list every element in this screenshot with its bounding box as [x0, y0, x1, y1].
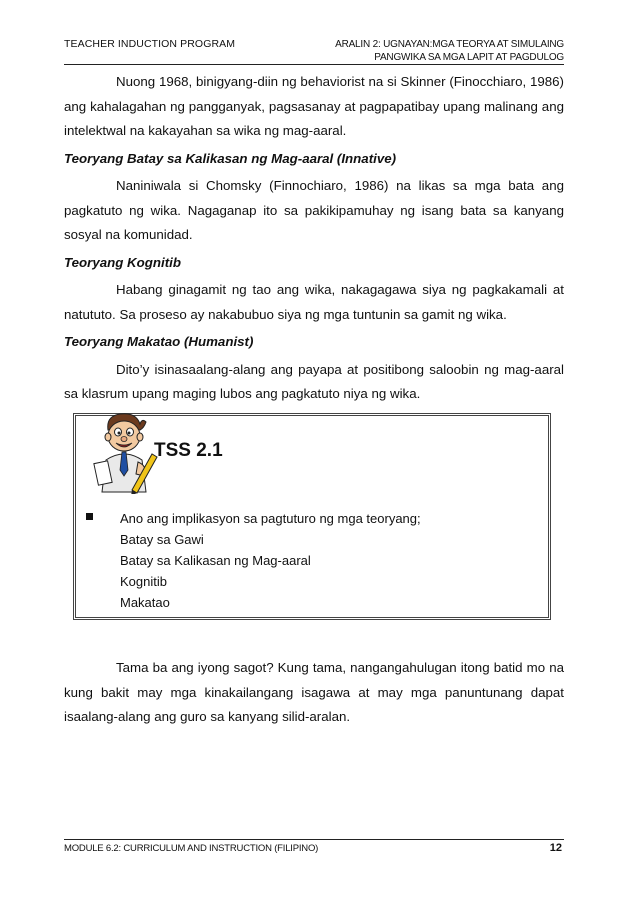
paragraph-kognitib: Habang ginagamit ng tao ang wika, nakagagawa siya ng pagkakamali at natututo. Sa proseso ay nakabubuo siya ng mga tuntunin sa gamit ng wika. [64, 282, 564, 322]
header-lesson-line2: PANGWIKA SA MGA LAPIT AT PAGDULOG [374, 52, 564, 63]
header-lesson-line1: ARALIN 2: UGNAYAN:MGA TEORYA AT SIMULAING [335, 39, 564, 50]
footer-rule [64, 839, 564, 840]
teacher-with-pencil-icon [92, 410, 158, 494]
heading-innative: Teoryang Batay sa Kalikasan ng Mag-aaral (Innative) [64, 150, 397, 166]
heading-makatao: Teoryang Makatao (Humanist) [64, 334, 254, 349]
body-content [64, 70, 564, 407]
tss-title: TSS 2.1 [154, 440, 223, 461]
tss-item: Makatao [120, 595, 170, 610]
tss-item: Kognitib [120, 574, 167, 589]
heading-kognitib: Teoryang Kognitib [64, 254, 181, 270]
tss-question: Ano ang implikasyon sa pagtuturo ng mga teoryang; [120, 511, 421, 526]
square-bullet-icon [86, 513, 93, 520]
header-program: TEACHER INDUCTION PROGRAM [64, 38, 236, 50]
paragraph-makatao: Dito’y isinasaalang-alang ang payapa at positibong saloobin ng mag-aaral sa klasrum upang maging lubos ang pagkatuto niya ng wika. [64, 361, 564, 401]
tss-item-list [120, 529, 311, 613]
footer-module: MODULE 6.2: CURRICULUM AND INSTRUCTION (FILIPINO) [64, 843, 319, 854]
header-rule [64, 64, 564, 65]
paragraph-chomsky: Naniniwala si Chomsky (Finnochiaro, 1986) na likas sa mga bata ang pagkatuto ng wika. Nagaganap ito sa pakikipamuhay ng isang bata sa kanyang sosyal na komunidad. [64, 178, 564, 242]
page-number: 12 [549, 842, 562, 854]
header-lesson [335, 38, 564, 64]
tss-item: Batay sa Kalikasan ng Mag-aaral [120, 553, 311, 568]
tss-item: Batay sa Gawi [120, 532, 204, 547]
paragraph-skinner: Nuong 1968, binigyang-diin ng behaviorist na si Skinner (Finocchiaro, 1986) ang kahalagahan ng pangganyak, pagsasanay at pagpapatibay upang malinang ang intelektwal na kakayahan sa wika ng mag-aaral. [64, 74, 564, 138]
tss-box [73, 413, 551, 620]
paragraph-closing: Tama ba ang iyong sagot? Kung tama, nangangahulugan itong batid mo na kung bakit may mga kinakailangang isagawa at may mga panuntunang dapat isaalang-alang ang guro sa kanyang silid-aralan. [64, 660, 564, 724]
